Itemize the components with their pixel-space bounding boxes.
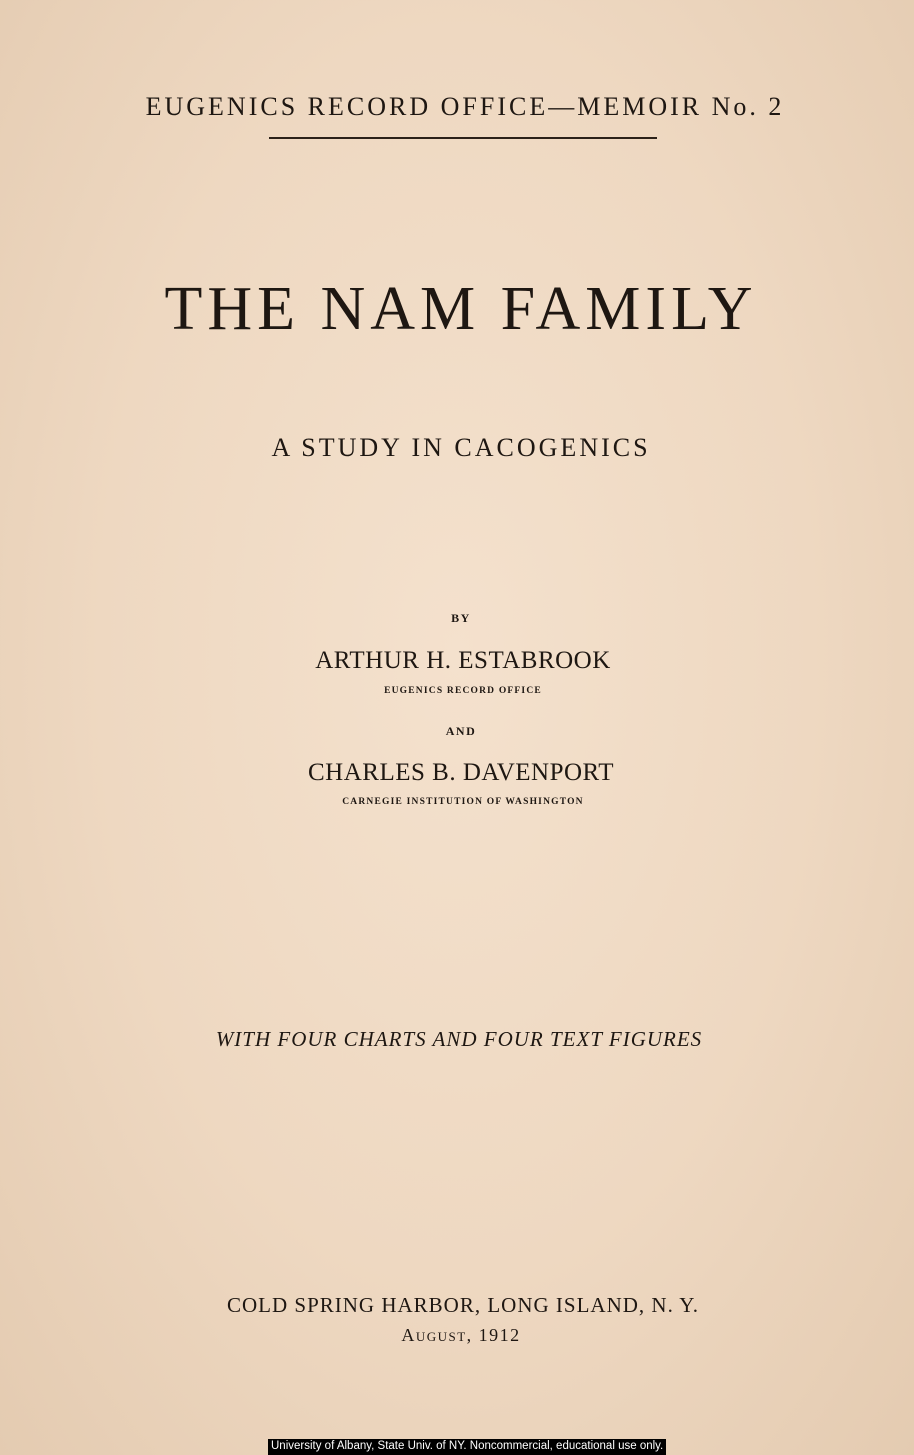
- contents-note: WITH FOUR CHARTS AND FOUR TEXT FIGURES: [215, 1027, 703, 1051]
- book-subtitle: A STUDY IN CACOGENICS: [271, 433, 651, 462]
- header-rule: [269, 137, 657, 139]
- series-heading: EUGENICS RECORD OFFICE—MEMOIR No. 2: [145, 92, 785, 121]
- author-affiliation-2: CARNEGIE INSTITUTION OF WASHINGTON: [342, 797, 584, 807]
- author-affiliation-1: EUGENICS RECORD OFFICE: [384, 686, 542, 696]
- usage-credit-banner: University of Albany, State Univ. of NY. Noncommercial, educational use only.: [268, 1439, 666, 1455]
- by-label: BY: [451, 611, 471, 625]
- imprint-date: August, 1912: [401, 1325, 521, 1345]
- author-name-2: CHARLES B. DAVENPORT: [308, 759, 614, 786]
- and-label: AND: [445, 724, 477, 738]
- imprint-place: COLD SPRING HARBOR, LONG ISLAND, N. Y.: [226, 1293, 700, 1317]
- book-title: THE NAM FAMILY: [164, 275, 758, 343]
- author-name-1: ARTHUR H. ESTABROOK: [315, 647, 611, 674]
